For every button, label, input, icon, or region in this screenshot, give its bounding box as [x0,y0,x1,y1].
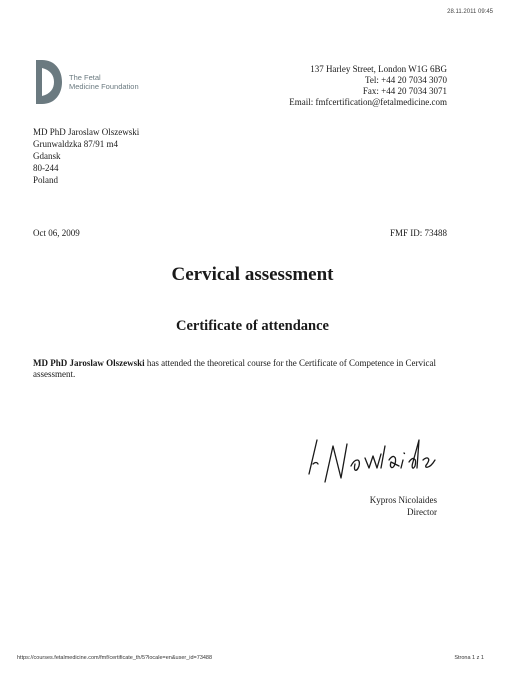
signatory-role: Director [407,507,437,517]
address-tel: Tel: +44 20 7034 3070 [365,75,447,85]
signatory-name: Kypros Nicolaides [369,495,437,505]
recipient-city: Gdansk [33,151,61,161]
recipient-postcode: 80-244 [33,163,59,173]
signature [295,422,445,495]
certificate-title: Cervical assessment [171,264,334,285]
foundation-logo [34,58,139,106]
recipient-street: Grunwaldzka 87/91 m4 [33,139,118,149]
document-date: Oct 06, 2009 [33,228,80,238]
body-statement: has attended the theoretical course for the Certificate of Competence in Cervical assessment. [33,358,436,379]
address-street: 137 Harley Street, London W1G 6BG [310,64,447,74]
address-fax: Fax: +44 20 7034 3071 [362,86,447,96]
sender-address [289,64,447,108]
recipient-address [33,126,139,186]
address-email: Email: fmfcertification@fetalmedicine.com [289,97,447,107]
fmf-id: FMF ID: 73488 [389,228,447,238]
fetal-medicine-foundation-logo-icon [34,58,64,106]
certificate-subtitle: Certificate of attendance [176,318,329,334]
logo-text-line2: Medicine Foundation [69,82,139,91]
logo-text [69,73,139,91]
logo-text-line1: The Fetal [69,73,101,82]
footer-url: https://courses.fetalmedicine.com/fmf/certificate_th/5?locale=en&user_id=73488 [17,655,213,661]
body-recipient-name: MD PhD Jaroslaw Olszewski [33,358,145,368]
handwritten-signature-icon [295,422,445,490]
recipient-name: MD PhD Jaroslaw Olszewski [33,127,140,137]
footer-page-number: Strona 1 z 1 [454,655,484,661]
recipient-country: Poland [33,175,59,185]
signatory [370,494,437,518]
print-timestamp: 28.11.2011 09:45 [447,9,493,15]
certificate-body [33,358,473,380]
